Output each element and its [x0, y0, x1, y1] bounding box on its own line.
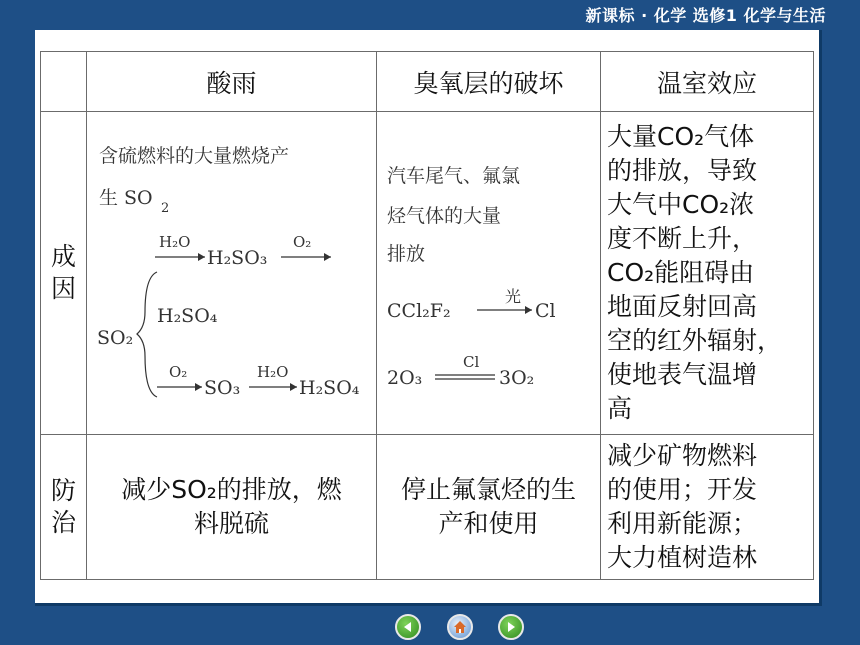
acid-rain-line1: 含硫燃料的大量燃烧产 [99, 145, 290, 167]
header-row [41, 52, 814, 112]
acid-rain-line2: 生 SO [99, 187, 153, 209]
greenhouse-prevention-cell [601, 435, 814, 580]
forward-icon [504, 620, 518, 634]
arrow-head-2 [324, 253, 331, 261]
greenhouse-cause-text [607, 120, 807, 426]
o2-label-2: O₂ [169, 363, 188, 381]
back-button[interactable] [395, 614, 421, 640]
header-ozone: 臭氧层的破坏 [377, 52, 601, 112]
home-button[interactable] [447, 614, 473, 640]
slide [35, 30, 822, 606]
acid-rain-line2-sub: 2 [161, 201, 170, 216]
greenhouse-prevention-line: 减少矿物燃料 [607, 441, 758, 470]
header-title: 新课标 · 化学 选修1 化学与生活 [585, 6, 826, 25]
greenhouse-cause-line: 空的红外辐射， [607, 326, 783, 355]
greenhouse-cause-line: 地面反射回高 [607, 292, 758, 321]
acid-rain-cause-diagram [87, 112, 375, 430]
reaction2-condition: Cl [463, 353, 480, 371]
h2o-label-2: H₂O [257, 363, 289, 381]
ozone-prevention-cell [377, 435, 601, 580]
forward-button[interactable] [498, 614, 524, 640]
greenhouse-prevention-line: 利用新能源； [607, 509, 758, 538]
prevention-row [41, 435, 814, 580]
comparison-table [40, 51, 814, 580]
brace [137, 272, 157, 397]
ozone-prevention-line: 停止氟氯烃的生 [400, 475, 576, 504]
reaction1-condition: 光 [505, 287, 522, 306]
acid-rain-prevention-cell [87, 435, 377, 580]
back-icon [401, 620, 415, 634]
nav-bar [0, 612, 860, 642]
reaction2-right: 3O₂ [499, 367, 535, 389]
ozone-cause-cell [377, 112, 601, 435]
reaction1-right: Cl [535, 300, 556, 322]
so2: SO₂ [97, 327, 134, 349]
acid-rain-cause-cell [87, 112, 377, 435]
header-cell-empty [41, 52, 87, 112]
greenhouse-cause-line: 高 [607, 394, 633, 423]
ozone-prevention-line: 产和使用 [438, 509, 539, 538]
reaction1-left: CCl₂F₂ [387, 300, 451, 322]
ozone-line1: 汽车尾气、氟氯 [387, 165, 521, 187]
reaction2-left: 2O₃ [387, 367, 423, 389]
ozone-line3: 排放 [387, 243, 426, 265]
h2so3: H₂SO₃ [207, 247, 268, 269]
greenhouse-prevention-line: 大力植树造林 [607, 543, 758, 572]
greenhouse-cause-line: 的排放，导致 [607, 156, 758, 185]
o2-label-1: O₂ [293, 233, 312, 251]
greenhouse-prevention-line: 的使用；开发 [607, 475, 758, 504]
arrow-head-3 [195, 383, 202, 391]
acid-rain-prevention-line: 料脱硫 [193, 509, 269, 538]
row-label-prevention: 防 治 [41, 435, 87, 580]
home-icon [452, 619, 468, 635]
reaction1-arrow-head [525, 306, 532, 314]
greenhouse-cause-line: 大气中CO₂浓 [607, 190, 755, 219]
greenhouse-cause-cell [601, 112, 814, 435]
ozone-cause-diagram [377, 112, 599, 430]
row-label-cause: 成 因 [41, 112, 87, 435]
acid-rain-prevention-line: 减少SO₂的排放，燃 [121, 475, 342, 504]
greenhouse-cause-line: CO₂能阻碍由 [607, 258, 755, 287]
header-acid-rain: 酸雨 [87, 52, 377, 112]
h2o-label-1: H₂O [159, 233, 191, 251]
greenhouse-cause-line: 大量CO₂气体 [607, 122, 755, 151]
ozone-line2: 烃气体的大量 [387, 205, 502, 227]
arrow-head-1 [198, 253, 205, 261]
greenhouse-cause-line: 度不断上升， [607, 224, 758, 253]
cause-row [41, 112, 814, 435]
greenhouse-cause-line: 使地表气温增 [607, 360, 758, 389]
header-greenhouse: 温室效应 [601, 52, 814, 112]
arrow-head-4 [290, 383, 297, 391]
so3: SO₃ [204, 377, 241, 399]
h2so4-final: H₂SO₄ [299, 377, 360, 399]
h2so4-direct: H₂SO₄ [157, 305, 218, 327]
